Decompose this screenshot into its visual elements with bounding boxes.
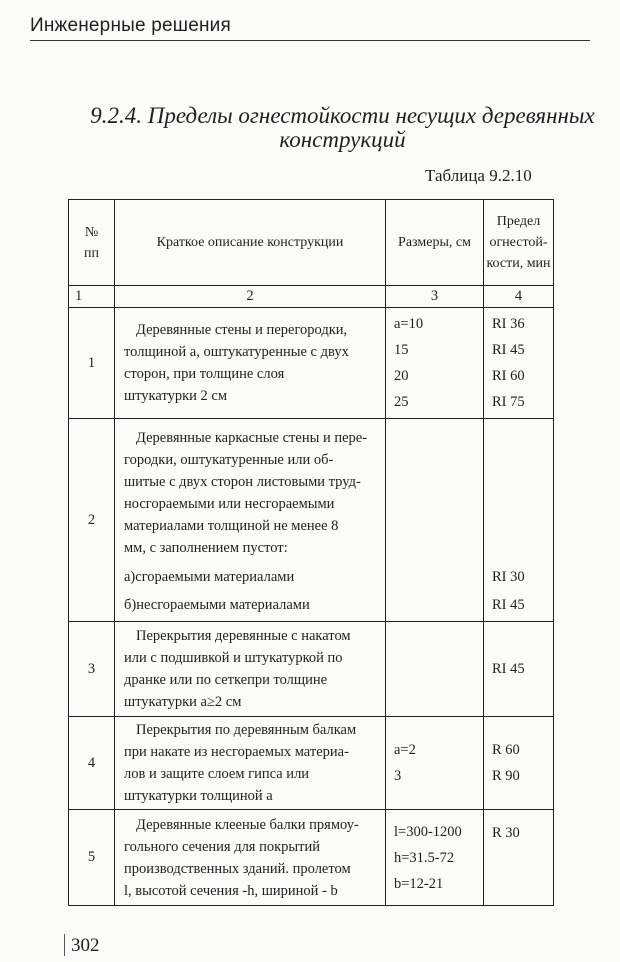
fire-limit-value: RI 75	[492, 394, 525, 410]
desc-line: Деревянные стены и перегородки,	[136, 322, 348, 338]
row-description	[115, 419, 386, 622]
dimension-value: 15	[394, 342, 409, 358]
header-description: Краткое описание конструкции	[115, 200, 386, 286]
header-number	[69, 200, 115, 286]
fire-limit-value: R 30	[492, 825, 520, 841]
section-title-line-2: конструкций	[279, 127, 406, 152]
table-row	[69, 717, 554, 810]
row-fire-limits	[484, 810, 554, 906]
desc-line: l, высотой сечения -h, шириной - b	[124, 882, 338, 899]
dimension-value: 20	[394, 368, 409, 384]
row-description	[115, 308, 386, 419]
table-row	[69, 308, 554, 419]
dimension-value: a=10	[394, 316, 424, 332]
desc-line: производственных зданий. пролетом	[124, 860, 351, 877]
column-number-2: 2	[115, 286, 386, 308]
row-fire-limits	[484, 308, 554, 419]
sub-item: а)сгораемыми материалами	[124, 569, 295, 585]
column-number-1: 1	[69, 286, 115, 308]
dimension-value: l=300-1200	[394, 823, 462, 840]
fire-limit-value: RI 60	[492, 368, 525, 384]
row-number: 4	[69, 717, 115, 810]
fire-limit-value: RI 36	[492, 316, 525, 332]
desc-line: Деревянные каркасные стены и пере-	[136, 430, 368, 446]
row-description	[115, 717, 386, 810]
dimension-value: b=12-21	[394, 875, 444, 892]
section-title-line-1: 9.2.4. Пределы огнестойкости несущих деревянных	[90, 103, 595, 128]
table-caption: Таблица 9.2.10	[425, 166, 532, 185]
dimension-value: 3	[394, 768, 402, 784]
header-number-line-1: №	[84, 224, 99, 240]
header-dimensions: Размеры, см	[386, 200, 484, 286]
running-header: Инженерные решения	[30, 15, 590, 41]
header-fire-limit-line-3: кости, мин	[486, 256, 551, 271]
desc-line: Перекрытия деревянные с накатом	[136, 628, 351, 644]
desc-line: штукатурки а≥2 см	[124, 694, 242, 710]
page-number: 302	[71, 935, 100, 956]
row-number: 1	[69, 308, 115, 419]
table-row	[69, 419, 554, 622]
row-fire-limits	[484, 717, 554, 810]
fire-limit-value: RI 45	[492, 342, 525, 358]
fire-resistance-table	[68, 199, 554, 906]
row-dimensions	[386, 419, 484, 622]
desc-line: гольного сечения для покрытий	[124, 838, 321, 855]
desc-line: мм, с заполнением пустот:	[124, 540, 288, 556]
fire-limit-value: RI 45	[492, 661, 525, 677]
fire-limit-value: R 90	[492, 768, 520, 784]
row-description	[115, 622, 386, 717]
desc-line: дранке или по сеткепри толщине	[124, 672, 328, 688]
fire-limit-value: RI 45	[492, 597, 525, 613]
desc-line: материалами толщиной не менее 8	[124, 518, 339, 534]
row-dimensions	[386, 717, 484, 810]
row-description	[115, 810, 386, 906]
desc-line: толщиной а, оштукатуренные с двух	[124, 344, 349, 360]
row-dimensions	[386, 308, 484, 419]
row-number: 3	[69, 622, 115, 717]
desc-line: лов и защите слоем гипса или	[124, 766, 310, 782]
header-fire-limit-line-1: Предел	[496, 214, 541, 229]
row-number: 5	[69, 810, 115, 906]
desc-line: сторон, при толщине слоя	[124, 366, 285, 382]
desc-line: при накате из несгораемых материа-	[124, 744, 349, 760]
row-fire-limits	[484, 622, 554, 717]
desc-line: штукатурки толщиной а	[124, 788, 273, 804]
row-dimensions	[386, 622, 484, 717]
sub-item: б)несгораемыми материалами	[124, 597, 310, 613]
dimension-value: h=31.5-72	[394, 849, 455, 866]
table-row	[69, 810, 554, 906]
column-number-row	[69, 286, 554, 308]
header-number-line-2: пп	[84, 245, 99, 261]
desc-line: Перекрытия по деревянным балкам	[136, 722, 357, 738]
desc-line: или с подшивкой и штукатуркой по	[124, 650, 343, 666]
row-fire-limits	[484, 419, 554, 622]
dimension-value: a=2	[394, 742, 416, 758]
table-row	[69, 622, 554, 717]
column-number-3: 3	[386, 286, 484, 308]
section-title	[75, 104, 610, 152]
dimension-value: 25	[394, 394, 409, 410]
row-number: 2	[69, 419, 115, 622]
header-fire-limit-line-2: огнестой-	[489, 235, 548, 250]
desc-line: штукатурки 2 см	[124, 388, 228, 404]
row-dimensions	[386, 810, 484, 906]
header-fire-limit	[484, 200, 554, 286]
fire-limit-value: R 60	[492, 742, 520, 758]
desc-line: шитые с двух сторон листовыми труд-	[124, 474, 361, 490]
fire-limit-value: RI 30	[492, 569, 525, 585]
desc-line: носгораемыми или несгораемыми	[124, 496, 335, 512]
margin-mark	[64, 934, 65, 956]
desc-line: городки, оштукатуренные или об-	[124, 452, 334, 468]
table-header-row	[69, 200, 554, 286]
desc-line: Деревянные клееные балки прямоу-	[136, 816, 359, 833]
column-number-4: 4	[484, 286, 554, 308]
